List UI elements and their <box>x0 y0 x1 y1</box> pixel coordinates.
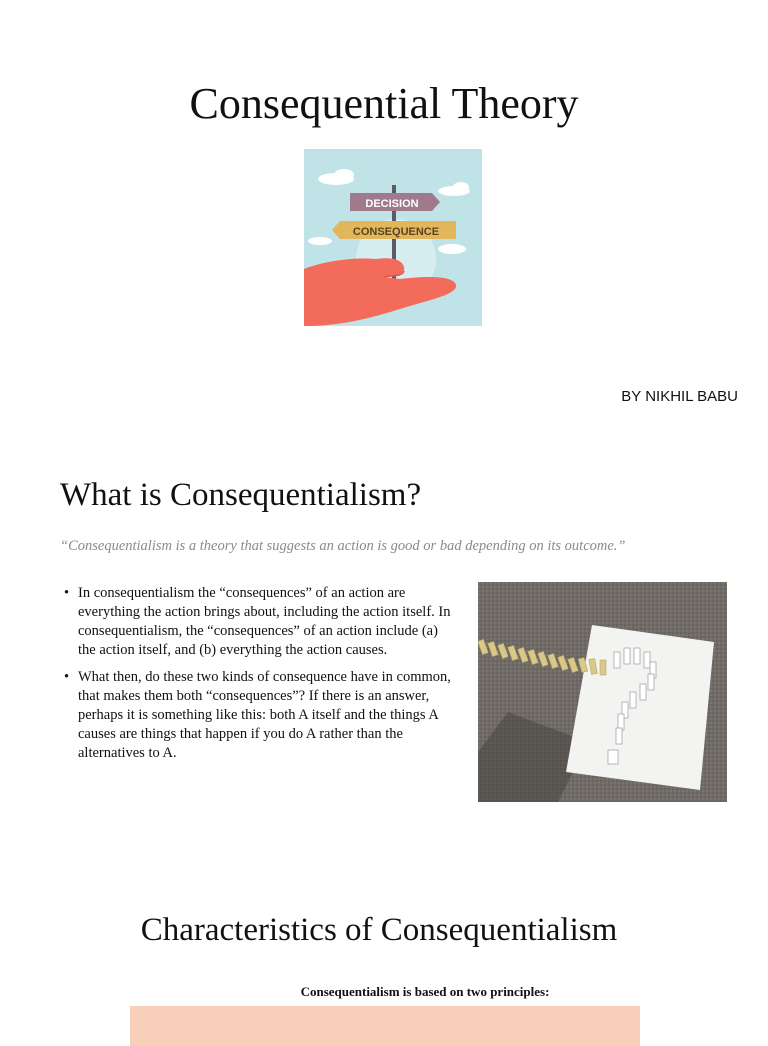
decision-consequence-illustration <box>304 149 482 326</box>
definition-quote: “Consequentialism is a theory that suggests an action is good or bad depending on its outcome.” <box>60 538 626 554</box>
bullet-item: • In consequentialism the “consequences” of an action are everything the action brings about, including the action itself. In consequentialism, the “consequences” of an action include (a) the action itself, and (b) everything the action causes. <box>64 584 456 660</box>
title-slide <box>0 0 768 440</box>
sign-bottom-text: CONSEQUENCE <box>352 226 440 238</box>
definition-slide <box>0 445 768 845</box>
domino-question-icon <box>478 582 727 802</box>
slide-title: What is Consequentialism? <box>60 477 422 513</box>
slide-title: Consequential Theory <box>189 79 579 128</box>
sign-top-text: DECISION <box>365 198 419 210</box>
domino-question-mark-photo <box>478 582 727 802</box>
signpost-hand-icon <box>304 149 482 326</box>
bullet-list <box>64 584 456 771</box>
bullet-item: • What then, do these two kinds of consequence have in common, that makes them both “consequences”? If there is an answer, perhaps it is something like this: both A itself and the things A causes are things that happen if you do A rather than the alternatives to A. <box>64 668 456 763</box>
slide-title: Characteristics of Consequentialism <box>140 912 618 948</box>
author-byline: BY NIKHIL BABU <box>621 388 738 405</box>
principles-box <box>130 1006 640 1046</box>
slide-subtitle: Consequentialism is based on two principles: <box>300 984 550 999</box>
characteristics-slide <box>0 870 768 1024</box>
